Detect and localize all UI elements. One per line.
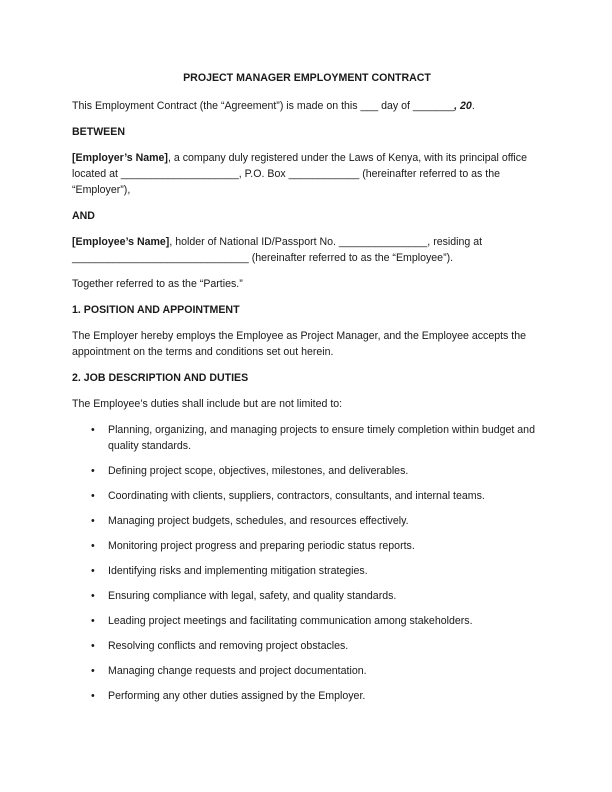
list-item: • Resolving conflicts and removing project obstacles. <box>91 638 542 654</box>
section-heading-position: 1. POSITION AND APPOINTMENT <box>72 304 240 316</box>
list-item: • Leading project meetings and facilitating communication among stakeholders. <box>91 613 542 629</box>
list-item: • Monitoring project progress and preparing periodic status reports. <box>91 538 542 554</box>
and-heading: AND <box>72 210 95 222</box>
list-item: • Defining project scope, objectives, milestones, and deliverables. <box>91 463 542 479</box>
list-item: • Managing change requests and project documentation. <box>91 663 542 679</box>
intro-paragraph <box>72 98 542 114</box>
section-body-position: The Employer hereby employs the Employee as Project Manager, and the Employee accepts the appointment on the terms and conditions set out herein. <box>72 330 527 358</box>
intro-suffix: . <box>471 100 475 112</box>
employer-text: , a company duly registered under the Laws of Kenya, with its principal office located at ____________________, P.O. Box ____________ (hereinafter referred to as the “Employer”), <box>72 152 527 196</box>
document-title: PROJECT MANAGER EMPLOYMENT CONTRACT <box>183 72 431 84</box>
employer-paragraph <box>72 150 542 198</box>
employee-name: [Employee’s Name] <box>72 236 170 248</box>
list-item: • Planning, organizing, and managing projects to ensure timely completion within budget and quality standards. <box>91 422 542 454</box>
duties-list <box>72 422 542 704</box>
list-item: • Performing any other duties assigned by the Employer. <box>91 688 542 704</box>
list-item: • Ensuring compliance with legal, safety, and quality standards. <box>91 588 542 604</box>
intro-year: , 20 <box>454 100 472 112</box>
employee-text: , holder of National ID/Passport No. _______________, residing at ______________________________ (hereinafter referred to as the “Employee”). <box>72 236 483 264</box>
parties-paragraph: Together referred to as the “Parties.” <box>72 278 243 290</box>
employer-name: [Employer’s Name] <box>72 152 168 164</box>
list-item: • Coordinating with clients, suppliers, contractors, consultants, and internal teams. <box>91 488 542 504</box>
section-heading-duties: 2. JOB DESCRIPTION AND DUTIES <box>72 372 249 384</box>
list-item: • Managing project budgets, schedules, and resources effectively. <box>91 513 542 529</box>
list-item: • Identifying risks and implementing mitigation strategies. <box>91 563 542 579</box>
between-heading: BETWEEN <box>72 126 125 138</box>
document-page <box>72 70 542 713</box>
intro-text: This Employment Contract (the “Agreement”) is made on this ___ day of _______ <box>72 100 455 112</box>
section-body-duties: The Employee’s duties shall include but are not limited to: <box>72 398 343 410</box>
employee-paragraph <box>72 234 542 266</box>
